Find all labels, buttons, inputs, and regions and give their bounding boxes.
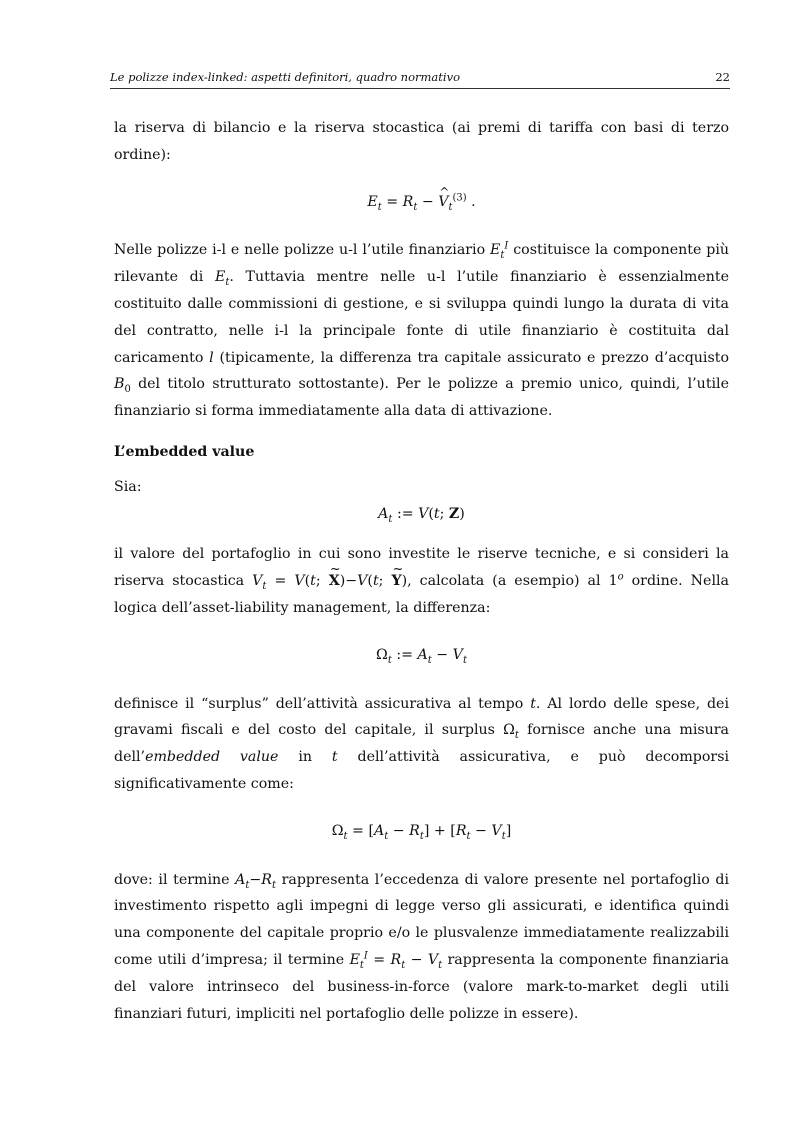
p2-e: del titolo strutturato sottostante). Per le polizze a premio unico, quindi, l’utile finanziario si forma immediatamente alla data di attivazione. bbox=[114, 376, 729, 420]
header-title: Le polizze index-linked: aspetti definitori, quadro normativo bbox=[110, 70, 460, 84]
p3-a: il valore del portafoglio in cui sono investite le riserve tecniche, e si consideri la riserva stocastica bbox=[114, 546, 729, 590]
paragraph-intro: la riserva di bilancio e la riserva stocastica (ai premi di tariffa con basi di terzo ordine): bbox=[114, 120, 729, 163]
p3-b: , calcolata (a esempio) al 1 bbox=[407, 573, 618, 590]
paragraph-portafoglio: il valore del portafoglio in cui sono investite le riserve tecniche, e si consideri la riserva stocastica $V_t = V(t$; ~ X)−V(t; ~ Y), calcolata (a esempio) al 1$^o$ ordine. Nella logica dell’asset-liability management, la differenza: bbox=[114, 541, 729, 621]
equation-at: $A_t$ := V(t; Z) bbox=[378, 505, 465, 525]
section-title: L’embedded value bbox=[114, 443, 255, 460]
p2-c: . Tuttavia mentre nelle u-l l’utile finanziario è essenzialmente costituito dalle commissioni di gestione, e si sviluppa quindi lungo la durata di vita del contratto, nelle i-l la principale fonte di utile finanziario è costituita dal caricamento bbox=[114, 269, 730, 366]
body-text bbox=[114, 115, 729, 1027]
equation-omega-decomp: $\Omega_t = [A_t - R_t] + [R_t - V_t]$ bbox=[331, 822, 512, 842]
p5-c: rappresenta la componente finanziaria del valore intrinseco del business-in-force (valore mark-to-market degli utili finanziari futuri, impliciti nel portafoglio delle polizze in essere). bbox=[114, 951, 729, 1022]
p4-a: definisce il “surplus” dell’attività assicurativa al tempo bbox=[114, 695, 524, 712]
paragraph-utile: Nelle polizze i-l e nelle polizze u-l l’utile finanziario $E_t^I$ costituisce la componente più rilevante di $E_t$. Tuttavia mentre nelle u-l l’utile finanziario è essenzialmente costituito dalle commissioni di gestione, e si sviluppa quindi lungo la durata di vita del contratto, nelle i-l la principale fonte di utile finanziario è costituita dal caricamento l (tipicamente, la differenza tra capitale assicurato e prezzo d’acquisto $B_0$ del titolo strutturato sottostante). Per le polizze a premio unico, quindi, l’utile finanziario si forma immediatamente alla data di attivazione. bbox=[114, 240, 730, 420]
p5-b: rappresenta l’eccedenza di valore presente nel portafoglio di investimento rispetto agli impegni di legge verso gli assicurati, e identifica quindi una componente del capitale proprio e/o le plusvalenze immediatamente realizzabili come utili d’impresa; il termine bbox=[114, 871, 729, 968]
p4-c: fornisce anche una misura dell’ bbox=[114, 722, 730, 766]
equation-et: $E_t = R_t$ − ^ $V_t^{(3)}$ . bbox=[114, 189, 729, 216]
page-number: 22 bbox=[715, 70, 730, 84]
embedded-value-term: embedded value bbox=[145, 749, 279, 766]
p4-b: . Al lordo delle spese, dei gravami fiscali e del costo del capitale, il surplus bbox=[114, 695, 729, 739]
p4-e: dell’attività assicurativa, e può decomporsi significativamente come: bbox=[114, 749, 730, 792]
p2-d: (tipicamente, la differenza tra capitale assicurato e prezzo d’acquisto bbox=[219, 349, 729, 366]
equation-omega-def: $\Omega_t$ := $A_t - V_t$ bbox=[376, 646, 467, 666]
running-header bbox=[110, 70, 730, 89]
paragraph-decomposizione: dove: il termine $A_t-R_t$ rappresenta l’eccedenza di valore presente nel portafoglio di investimento rispetto agli impegni di legge verso gli assicurati, e identifica quindi una componente del capitale proprio e/o le plusvalenze immediatamente realizzabili come utili d’impresa; il termine $E_t^I = R_t - V_t$ rappresenta la componente finanziaria del valore intrinseco del business-in-force (valore mark-to-market degli utili finanziari futuri, impliciti nel portafoglio delle polizze in essere). bbox=[114, 871, 729, 1022]
p5-a: dove: il termine bbox=[114, 871, 230, 888]
p3-c: ordine. Nella logica dell’asset-liability management, la differenza: bbox=[114, 573, 729, 616]
p2-b: costituisce la componente più rilevante di bbox=[114, 242, 730, 286]
sia-label: Sia: bbox=[114, 478, 142, 495]
p2-a: Nelle polizze i-l e nelle polizze u-l l’utile finanziario bbox=[114, 242, 486, 259]
p4-d: in bbox=[298, 749, 313, 766]
paragraph-surplus: definisce il “surplus” dell’attività assicurativa al tempo t. Al lordo delle spese, dei gravami fiscali e del costo del capitale, il surplus $\Omega_t$ fornisce anche una misura dell’embedded value in t dell’attività assicurativa, e può decomporsi significativamente come: bbox=[114, 695, 730, 792]
